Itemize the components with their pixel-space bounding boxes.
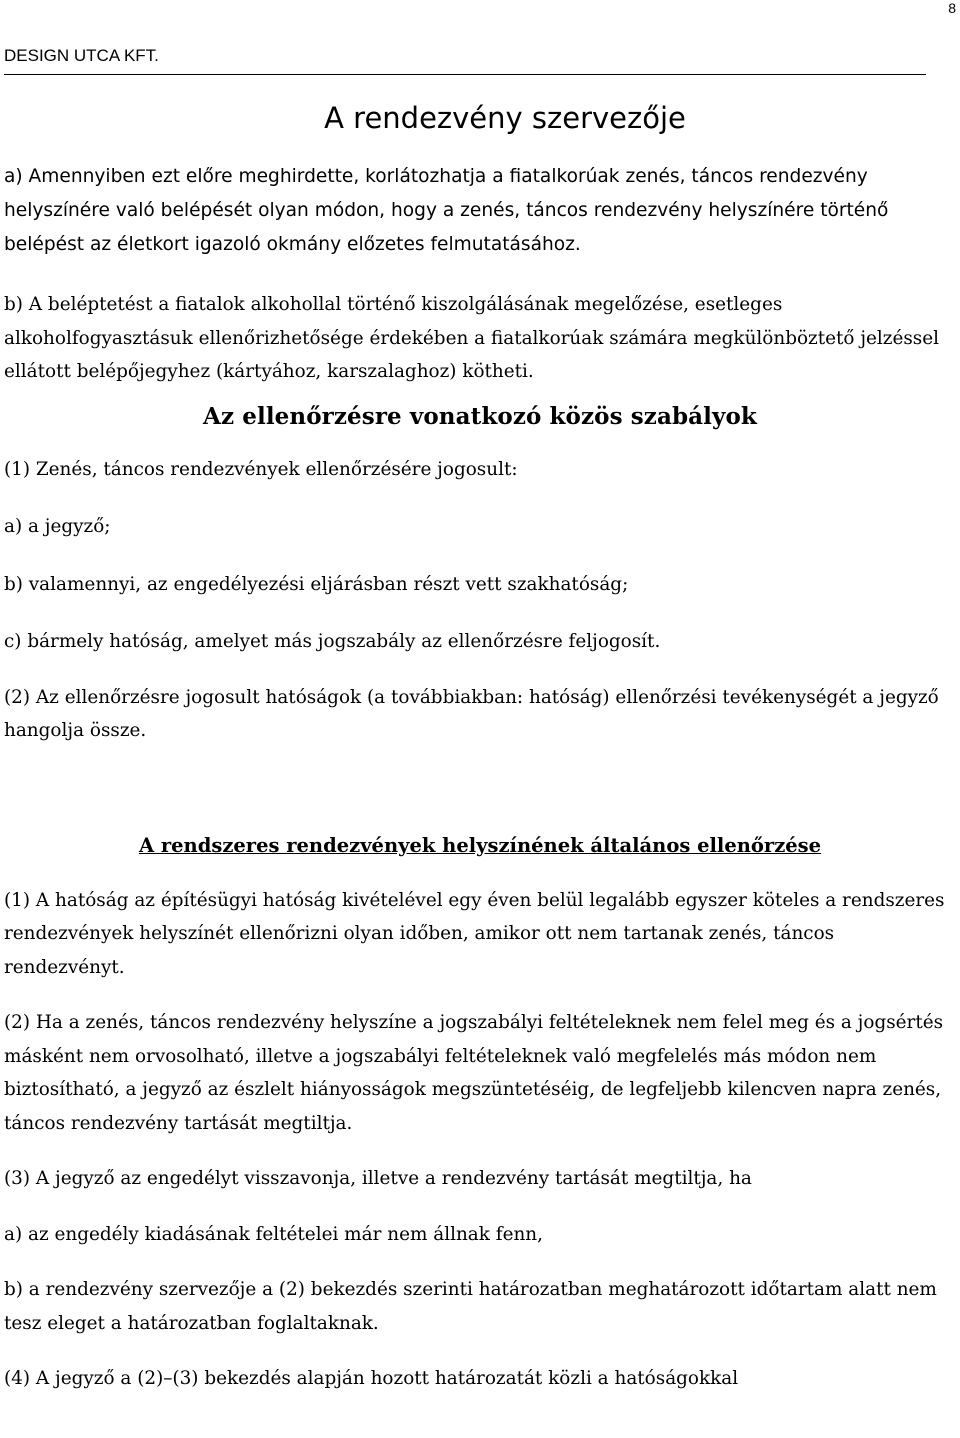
paragraph-inspection-1a: a) a jegyző; — [4, 516, 111, 537]
page-number: 8 — [948, 0, 956, 16]
page-header: DESIGN UTCA KFT. — [4, 46, 926, 75]
paragraph-general-3: (3) A jegyző az engedélyt visszavonja, illetve a rendezvény tartását megtiltja, ha — [4, 1168, 752, 1189]
paragraph-general-3a: a) az engedély kiadásának feltételei már nem állnak fenn, — [4, 1223, 543, 1245]
section-title-general-inspection: A rendszeres rendezvények helyszínének általános ellenőrzése — [138, 833, 822, 857]
paragraph-general-3b: b) a rendezvény szervezője a (2) bekezdés szerinti határozatban meghatározott időtartam alatt nem tesz eleget a határozatban foglaltaknak. — [4, 1279, 937, 1334]
paragraph-general-2: (2) Ha a zenés, táncos rendezvény helyszíne a jogszabályi feltételeknek nem felel meg és a jogsértés másként nem orvosolható, illetve a jogszabályi feltételeknek való megfelelés más módon nem biztosítható, a jegyző az észlelt hiányosságok megszüntetéséig, de legfeljebb kilencven napra zenés, táncos rendezvény tartását megtiltja. — [4, 1012, 944, 1134]
section-title-inspection-rules: Az ellenőrzésre vonatkozó közös szabályok — [203, 402, 757, 430]
section-title-organizer: A rendezvény szervezője — [324, 101, 686, 135]
document-body — [4, 96, 956, 1396]
paragraph-organizer-b: b) A beléptetést a fiatalok alkohollal történő kiszolgálásának megelőzése, esetleges alkoholfogyasztásuk ellenőrizhetősége érdekében a fiatalkorúak számára megkülönböztető jelzéssel ellátott belépőjegyhez (kártyához, karszalaghoz) kötheti. — [4, 294, 940, 382]
paragraph-organizer-a: a) Amennyiben ezt előre meghirdette, korlátozhatja a fiatalkorúak zenés, táncos rendezvény helyszínére való belépését olyan módon, hogy a zenés, táncos rendezvény helyszínére történő belépést az életkort igazoló okmány előzetes felmutatásához. — [4, 166, 889, 255]
paragraph-inspection-1c: c) bármely hatóság, amelyet más jogszabály az ellenőrzésre feljogosít. — [4, 631, 661, 652]
paragraph-inspection-2: (2) Az ellenőrzésre jogosult hatóságok (a továbbiakban: hatóság) ellenőrzési tevékenységét a jegyző hangolja össze. — [4, 686, 939, 741]
paragraph-inspection-1b: b) valamennyi, az engedélyezési eljárásban részt vett szakhatóság; — [4, 573, 629, 595]
paragraph-general-1: (1) A hatóság az építésügyi hatóság kivételével egy éven belül legalább egyszer köteles a rendszeres rendezvények helyszínét ellenőrizni olyan időben, amikor ott nem tartanak zenés, táncos rendezvényt. — [4, 889, 945, 978]
paragraph-inspection-1: (1) Zenés, táncos rendezvények ellenőrzésére jogosult: — [4, 458, 518, 480]
paragraph-general-4: (4) A jegyző a (2)–(3) bekezdés alapján hozott határozatát közli a hatóságokkal — [4, 1368, 739, 1389]
